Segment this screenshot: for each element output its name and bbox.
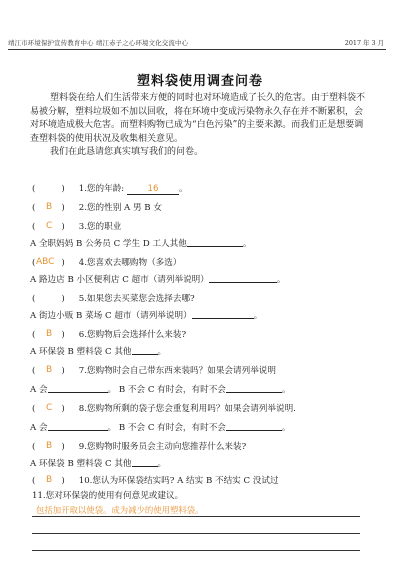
question-9-options: A 环保袋 B 塑料袋 C 其他 。 (30, 459, 167, 469)
question-6 (32, 328, 372, 340)
question-11 (32, 489, 372, 501)
question-8-text: 8.您购物所剩的袋子您会重复利用吗？如果会请列举说明. (78, 404, 296, 414)
answer-line-2 (32, 533, 360, 534)
recommend-other-blank[interactable] (132, 457, 158, 467)
question-1: ( ) 1.您的年龄: 16 。 (32, 184, 188, 194)
question-2 (32, 201, 372, 213)
answer-paren-9[interactable]: ( B ) (32, 441, 65, 452)
reuse-bag-sometimes-blank[interactable] (226, 421, 282, 431)
bag-other-blank[interactable] (132, 345, 158, 355)
reuse-bag-blank[interactable] (48, 421, 108, 431)
header-divider (8, 49, 386, 50)
answer-paren-7[interactable]: ( B ) (32, 365, 65, 376)
answer-paren-2[interactable]: ( B ) (32, 202, 65, 213)
question-5-options: A 街边小贩 B 菜场 C 超市（请列举说明） 。 (30, 311, 263, 321)
answer-paren-3[interactable]: ( C ) (32, 221, 65, 232)
intro-paragraph-2: 我们在此恳请您真实填写我们的问卷。 (50, 147, 204, 158)
answer-line-1 (32, 516, 360, 517)
question-10 (32, 474, 372, 486)
question-7-options: A 会 。 B 不会 C 有时会，有时不会 。 (30, 385, 291, 395)
answer-paren-6[interactable]: ( B ) (32, 329, 65, 340)
question-7-text: 7.您购物时会自己带东西来装吗？如果会请列举说明 (78, 366, 276, 376)
question-3-options: A 全职妈妈 B 公务员 C 学生 D 工人其他 。 (30, 239, 252, 249)
vegetable-place-blank[interactable] (192, 309, 254, 319)
question-3-text: 3.您的职业 (78, 222, 122, 232)
question-4-text: 4.您喜欢去哪购物（多选） (78, 258, 182, 268)
question-7 (32, 364, 372, 376)
header-organizations: 靖江市环境保护宣传教育中心 靖江赤子之心环境文化交流中心 (8, 39, 189, 47)
question-10-text: 10.您认为环保袋结实吗? A 结实 B 不结实 C 没试过 (78, 476, 279, 486)
question-5 (32, 292, 372, 304)
question-3 (32, 220, 372, 232)
question-11-text: 11.您对环保袋的使用有何意见或建议。 (32, 491, 184, 501)
age-answer[interactable]: 16 (127, 184, 179, 195)
intro-text (30, 92, 370, 160)
question-8 (32, 402, 372, 414)
answer-paren-4[interactable]: ( ABC ) (32, 257, 65, 268)
header-date: 2017 年 3 月 (344, 39, 384, 47)
own-bag-blank[interactable] (48, 383, 108, 393)
question-9 (32, 440, 372, 452)
question-2-text: 2.您的性别 A 男 B 女 (78, 203, 162, 213)
suggestion-answer[interactable]: 包括加开取以使袋。成为减少的使用塑料袋。 (36, 505, 204, 515)
answer-paren-10[interactable]: ( B ) (32, 475, 65, 486)
intro-paragraph-1: 塑料袋在给人们生活带来方便的同时也对环境造成了长久的危害。由于塑料袋不易被分解，塑料垃圾如不加以回收，将在环境中变成污染物永久存在并不断累积，会对环境造成极大危害。而塑料购物已成为“白色污染”的主要来源。而我们正是想要调查塑料袋的使用状况及收集相关意见。 (30, 93, 366, 144)
question-1-text: 1.您的年龄: (78, 184, 125, 194)
occupation-other-blank[interactable] (187, 237, 243, 247)
answer-paren-8[interactable]: ( C ) (32, 403, 65, 414)
question-4-options: A 路边店 B 小区便利店 C 超市（请列举说明） 。 (30, 275, 286, 285)
question-6-text: 6.您购物后会选择什么来装? (78, 330, 187, 340)
page-title: 塑料袋使用调查问卷 (136, 74, 263, 89)
question-9-text: 9.您购物时服务员会主动向您推荐什么来装? (78, 442, 247, 452)
question-5-text: 5.如果您去买菜您会选择去哪? (78, 294, 195, 304)
answer-paren-1[interactable]: ( ) (32, 184, 65, 194)
question-8-options: A 会 。 B 不会 C 有时会，有时不会 。 (30, 423, 291, 433)
answer-paren-5[interactable]: ( ) (32, 294, 65, 304)
answer-line-3 (32, 550, 360, 551)
shopping-place-blank[interactable] (209, 273, 277, 283)
own-bag-sometimes-blank[interactable] (226, 383, 282, 393)
question-6-options: A 环保袋 B 塑料袋 C 其他 。 (30, 347, 167, 357)
question-4 (32, 256, 372, 268)
